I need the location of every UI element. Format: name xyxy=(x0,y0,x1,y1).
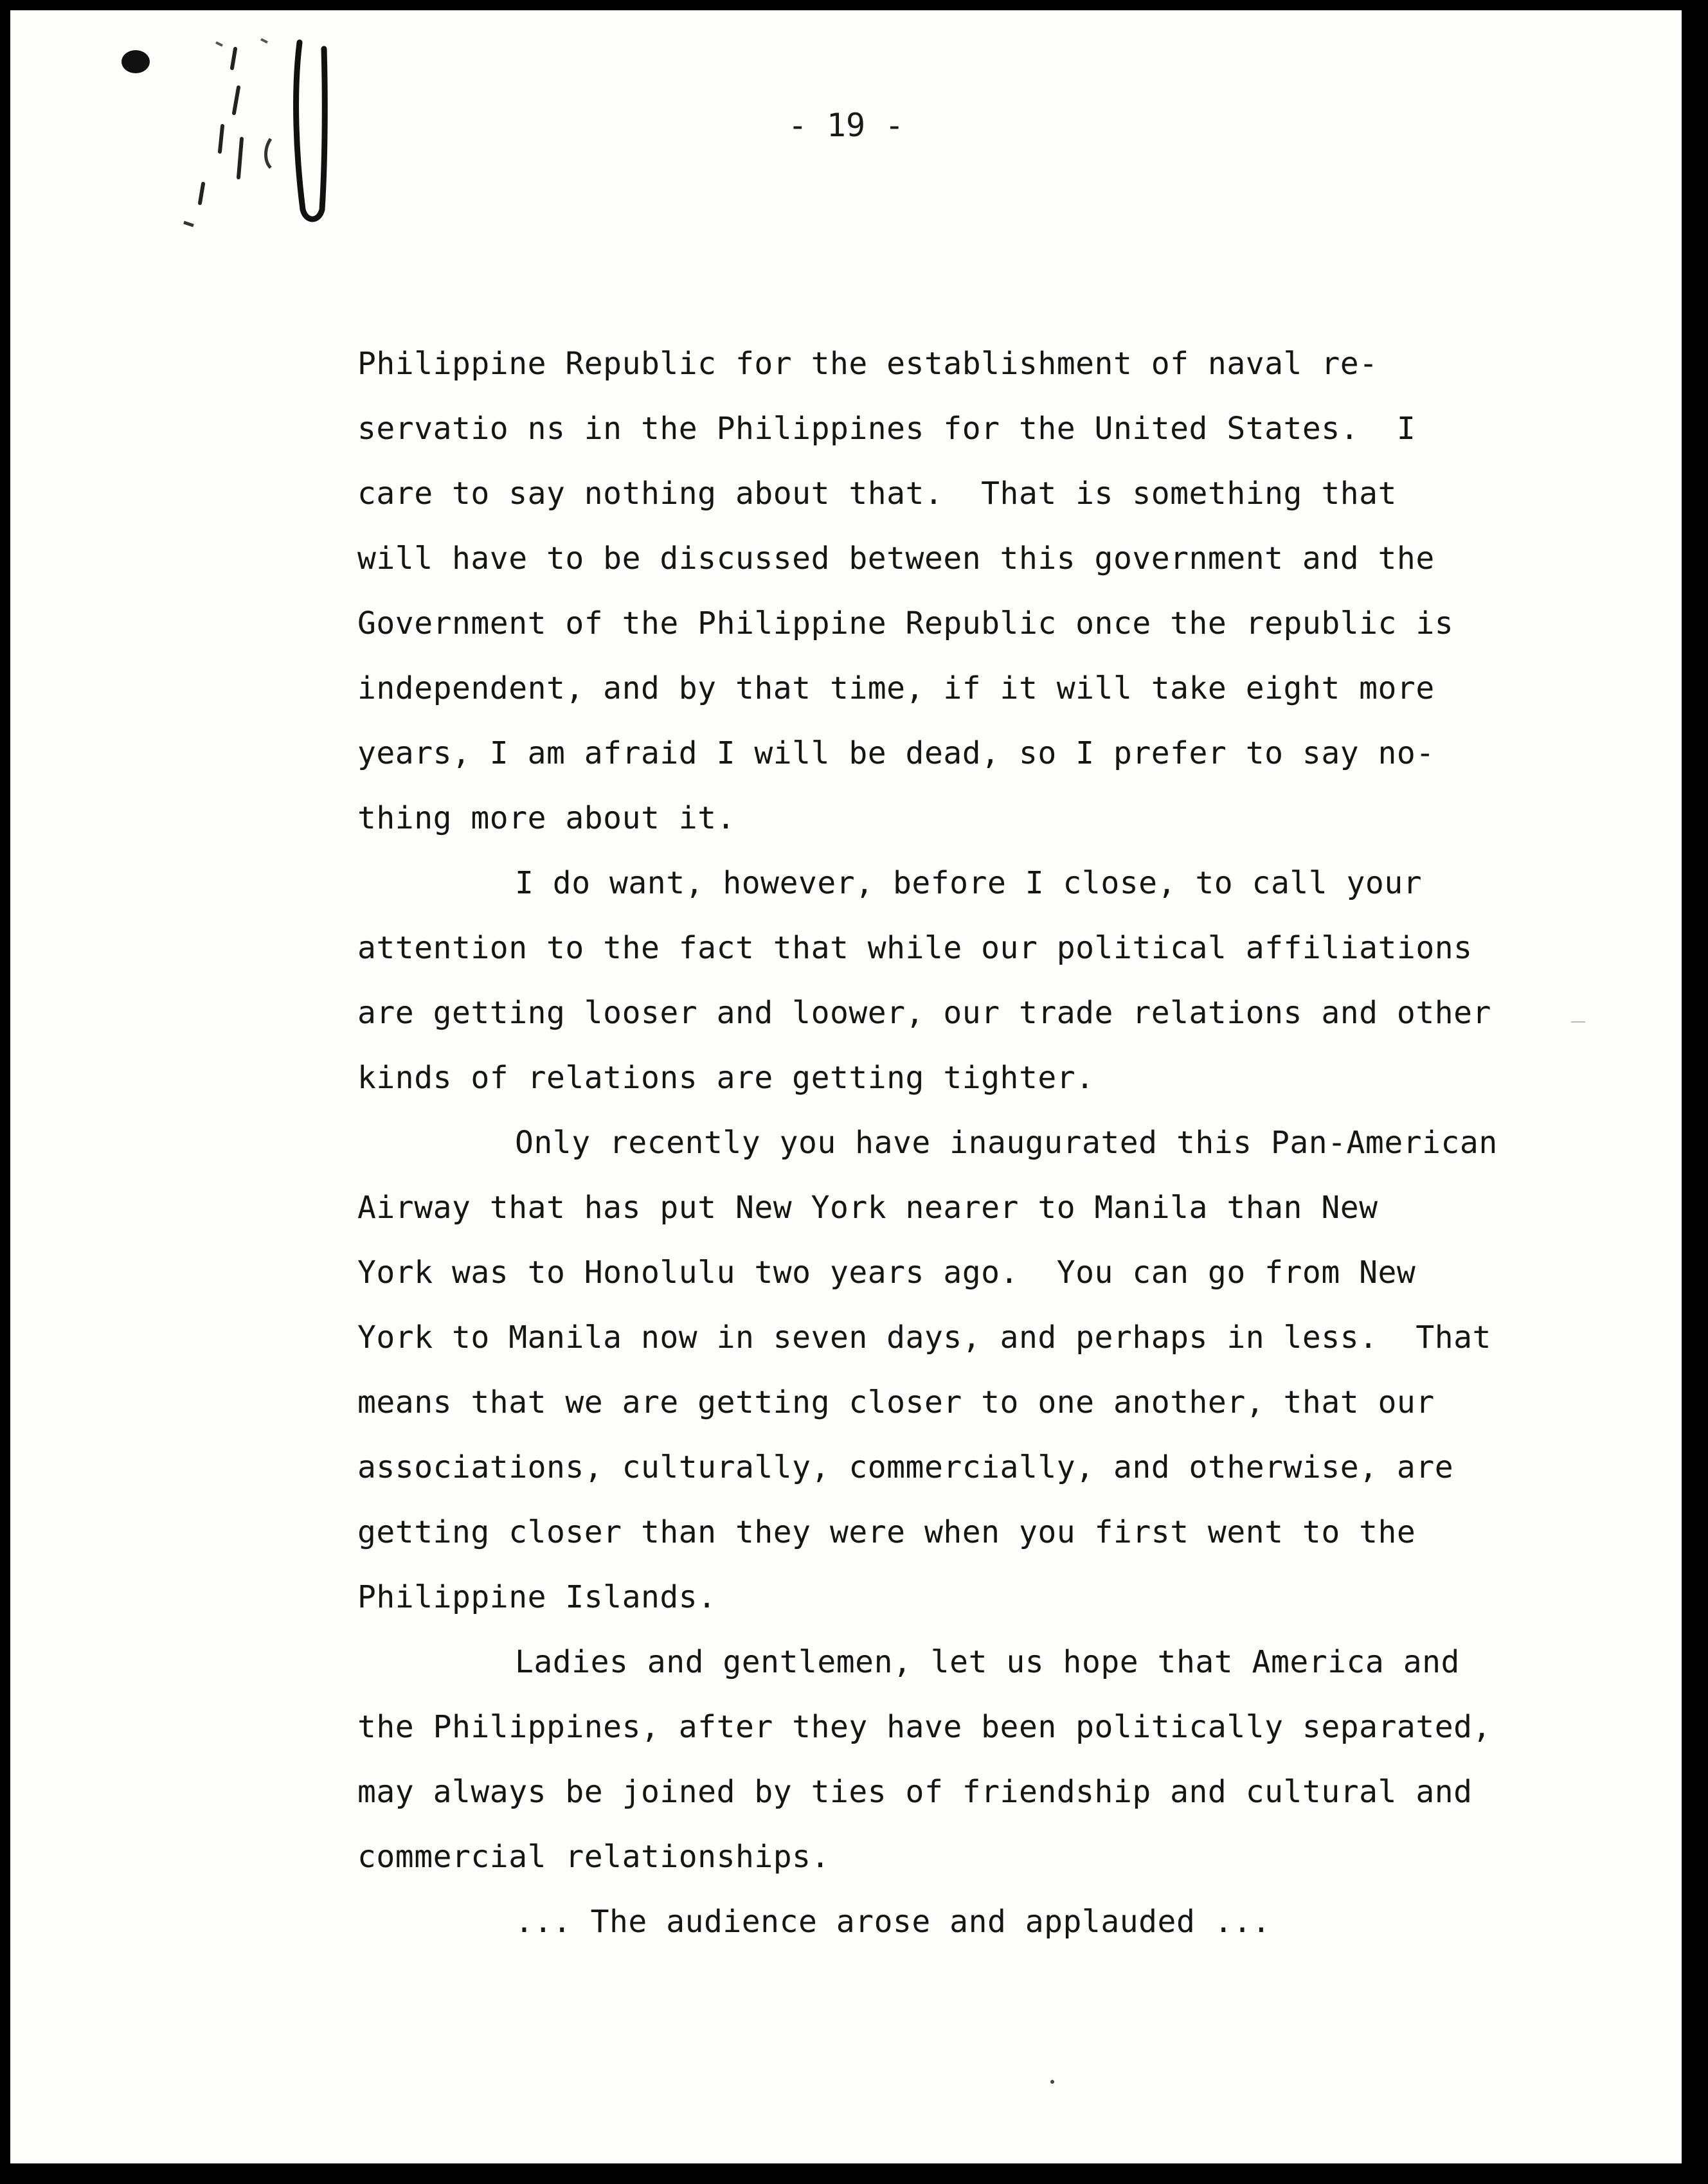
page-number: - 19 - xyxy=(787,107,904,144)
text-line: independent, and by that time, if it will take eight more xyxy=(357,670,1435,706)
text-line: York was to Honolulu two years ago. You can go from New xyxy=(357,1255,1416,1291)
text-line: commercial relationships. xyxy=(357,1839,830,1875)
text-line: Only recently you have inaugurated this Pan-American xyxy=(515,1125,1498,1161)
text-line: Philippine Islands. xyxy=(357,1579,717,1615)
text-line: care to say nothing about that. That is something that xyxy=(357,476,1397,512)
text-line: associations, culturally, commercially, and otherwise, are xyxy=(357,1449,1454,1485)
text-line: are getting looser and loower, our trade relations and other xyxy=(357,995,1491,1031)
document-page xyxy=(10,10,1682,2163)
text-line: thing more about it. xyxy=(357,800,735,836)
text-line: servatio ns in the Philippines for the United States. I xyxy=(357,411,1416,447)
text-line: ... The audience arose and applauded ... xyxy=(515,1904,1271,1940)
scan-speck xyxy=(1571,1021,1585,1023)
text-line: Ladies and gentlemen, let us hope that America and xyxy=(515,1644,1460,1680)
body-text xyxy=(357,332,1630,1955)
text-line: the Philippines, after they have been politically separated, xyxy=(357,1709,1491,1745)
text-line: I do want, however, before I close, to call your xyxy=(515,865,1423,901)
text-line: Airway that has put New York nearer to Manila than New xyxy=(357,1190,1378,1226)
text-line: Philippine Republic for the establishment of naval re- xyxy=(357,346,1378,382)
text-line: attention to the fact that while our political affiliations xyxy=(357,930,1473,966)
text-line: kinds of relations are getting tighter. xyxy=(357,1060,1095,1096)
scan-speck xyxy=(1050,2080,1054,2084)
text-line: getting closer than they were when you first went to the xyxy=(357,1514,1416,1550)
text-line: years, I am afraid I will be dead, so I prefer to say no- xyxy=(357,735,1435,771)
text-line: Government of the Philippine Republic once the republic is xyxy=(357,605,1454,641)
text-line: York to Manila now in seven days, and perhaps in less. That xyxy=(357,1320,1491,1356)
text-line: will have to be discussed between this government and the xyxy=(357,541,1435,577)
text-line: may always be joined by ties of friendship and cultural and xyxy=(357,1774,1473,1810)
text-line: means that we are getting closer to one another, that our xyxy=(357,1384,1435,1420)
